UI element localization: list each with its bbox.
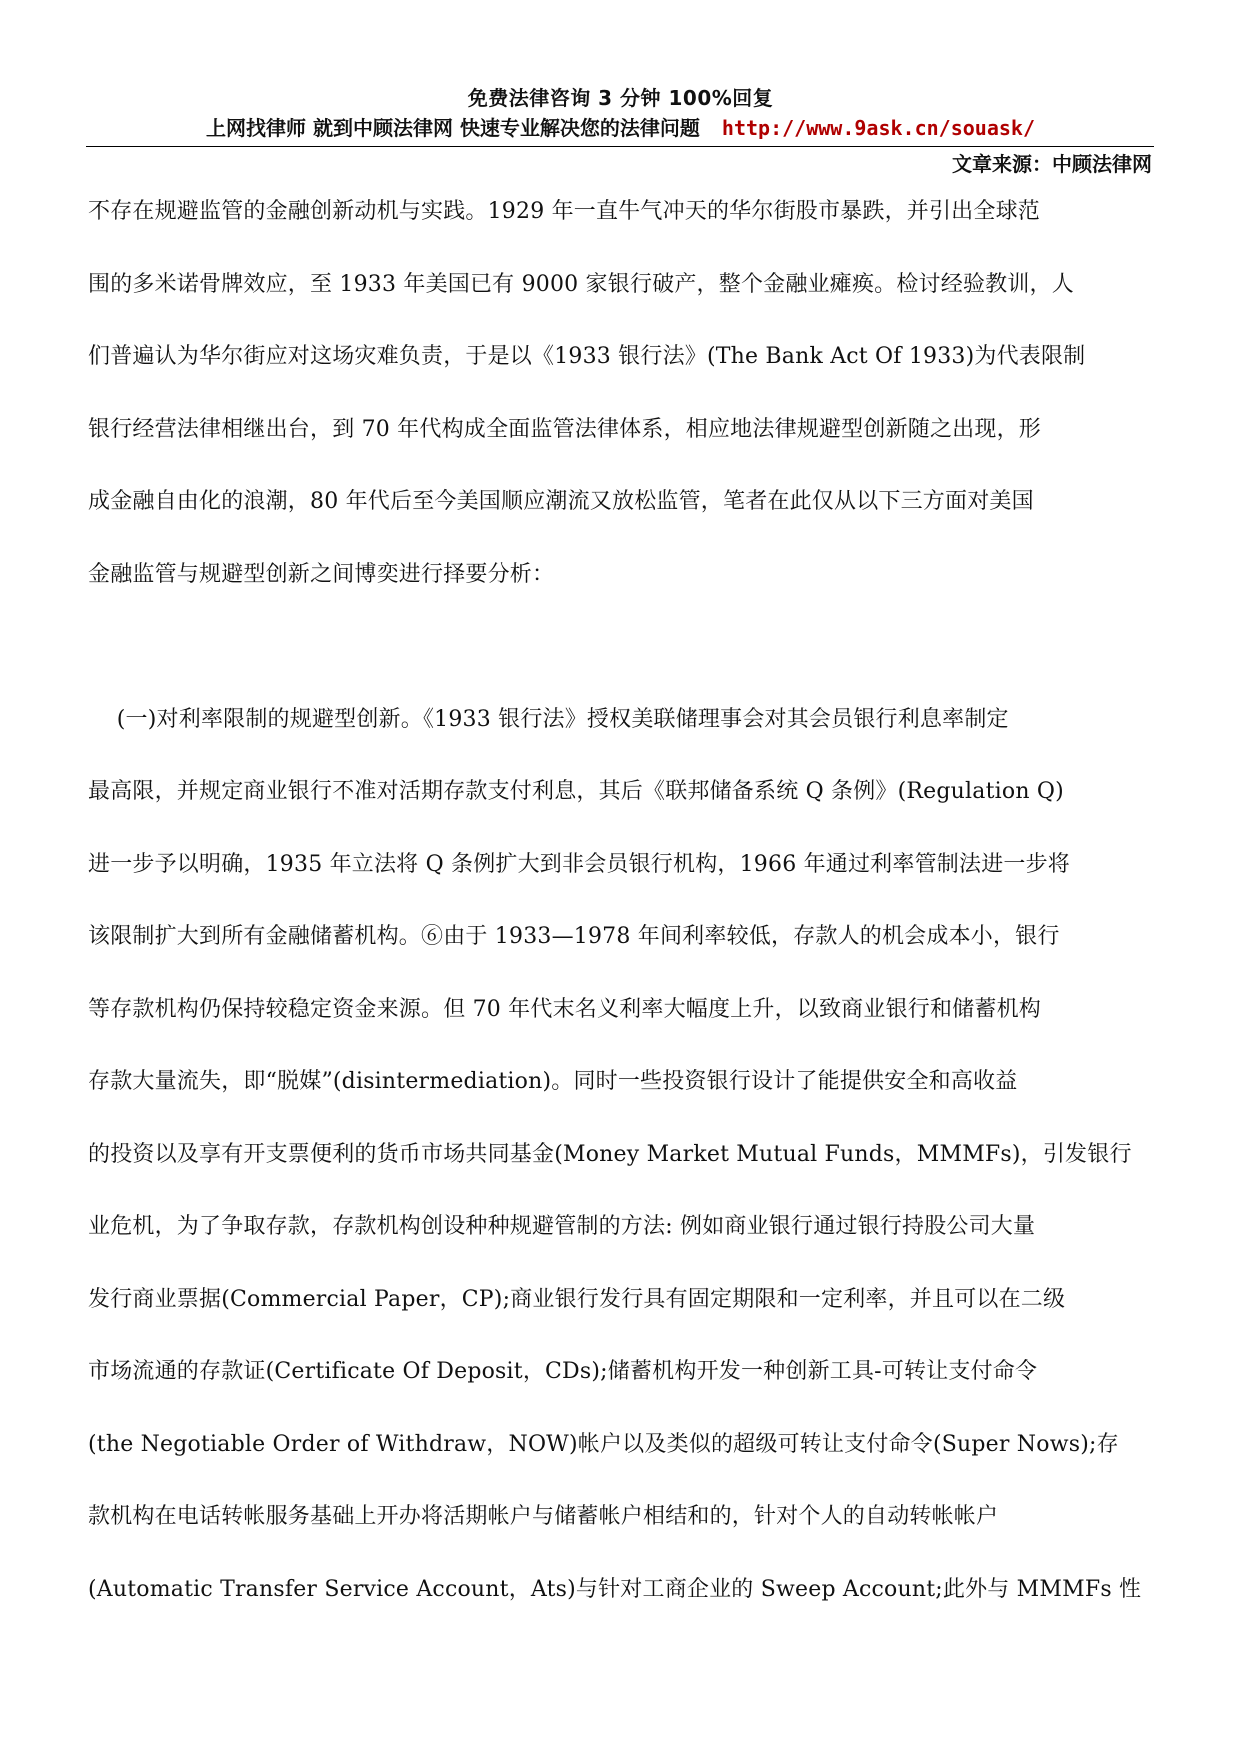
article-body xyxy=(88,196,1168,1646)
article-source: 文章来源：中顾法律网 xyxy=(952,152,1152,176)
header-divider xyxy=(86,146,1154,147)
text-line: 不存在规避监管的金融创新动机与实践。1929 年一直牛气冲天的华尔街股市暴跌，并引出全球范 xyxy=(88,199,1040,224)
header-promo-line: 免费法律咨询 3 分钟 100%回复 xyxy=(467,86,774,110)
text-line: 市场流通的存款证(Certificate Of Deposit，CDs);储蓄机构开发一种创新工具-可转让支付命令 xyxy=(88,1359,1038,1384)
text-line: (Automatic Transfer Service Account，Ats)与针对工商企业的 Sweep Account;此外与 MMMFs 性 xyxy=(88,1576,1142,1602)
text-line: 最高限，并规定商业银行不准对活期存款支付利息，其后《联邦储备系统 Q 条例》(Regulation Q) xyxy=(88,779,1064,804)
text-line: 进一步予以明确，1935 年立法将 Q 条例扩大到非会员银行机构，1966 年通过利率管制法进一步将 xyxy=(88,851,1070,877)
paragraph-gap xyxy=(88,631,1168,704)
page-header xyxy=(0,84,1241,142)
header-slogan: 上网找律师 就到中顾法律网 快速专业解决您的法律问题 xyxy=(205,116,700,140)
paragraph-2 xyxy=(88,704,1168,1647)
text-line: 业危机，为了争取存款，存款机构创设种种规避管制的方法: 例如商业银行通过银行持股公司大量 xyxy=(88,1214,1036,1239)
text-line: (the Negotiable Order of Withdraw，NOW)帐户以及类似的超级可转让支付命令(Super Nows);存 xyxy=(88,1431,1119,1457)
text-line: 款机构在电话转帐服务基础上开办将活期帐户与储蓄帐户相结和的，针对个人的自动转帐帐户 xyxy=(88,1504,999,1529)
text-line: 们普遍认为华尔街应对这场灾难负责，于是以《1933 银行法》(The Bank Act Of 1933)为代表限制 xyxy=(88,344,1086,369)
text-line: 存款大量流失，即“脱媒”(disintermediation)。同时一些投资银行设计了能提供安全和高收益 xyxy=(88,1069,1018,1094)
header-url-link[interactable]: http://www.9ask.cn/souask/ xyxy=(721,116,1035,140)
text-line: 银行经营法律相继出台，到 70 年代构成全面监管法律体系，相应地法律规避型创新随之出现，形 xyxy=(88,416,1041,442)
text-line: 成金融自由化的浪潮，80 年代后至今美国顺应潮流又放松监管，笔者在此仅从以下三方面对美国 xyxy=(88,489,1034,514)
paragraph-1 xyxy=(88,196,1168,631)
text-line: 围的多米诺骨牌效应，至 1933 年美国已有 9000 家银行破产，整个金融业瘫痪。检讨经验教训，人 xyxy=(88,271,1074,297)
text-line: 等存款机构仍保持较稳定资金来源。但 70 年代末名义利率大幅度上升，以致商业银行和储蓄机构 xyxy=(88,996,1041,1022)
text-line: 发行商业票据(Commercial Paper，CP);商业银行发行具有固定期限和一定利率，并且可以在二级 xyxy=(88,1286,1066,1312)
text-line: 该限制扩大到所有金融储蓄机构。⑥由于 1933—1978 年间利率较低，存款人的机会成本小，银行 xyxy=(88,924,1060,949)
header-slogan-line xyxy=(0,114,1241,142)
text-line: (一)对利率限制的规避型创新。《1933 银行法》授权美联储理事会对其会员银行利息率制定 xyxy=(88,706,1009,732)
text-line: 金融监管与规避型创新之间博奕进行择要分析： xyxy=(88,561,555,587)
text-line: 的投资以及享有开支票便利的货币市场共同基金(Money Market Mutual Funds，MMMFs)，引发银行 xyxy=(88,1141,1132,1167)
